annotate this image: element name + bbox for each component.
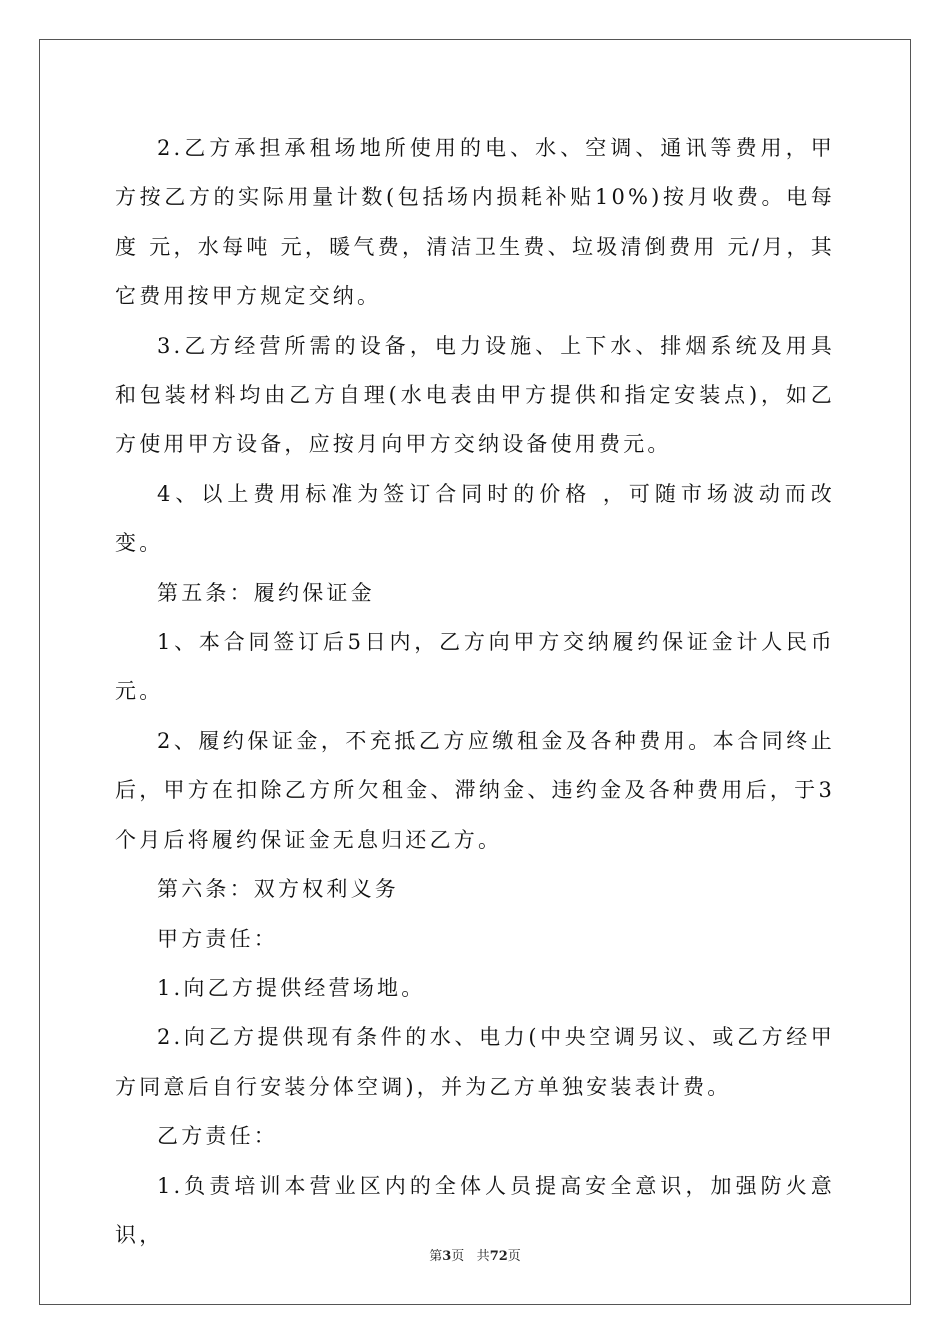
article-five-heading: 第五条：履约保证金 xyxy=(157,580,375,605)
party-b-responsibility-heading: 乙方责任： xyxy=(157,1124,278,1149)
paragraph-fee-standard: 4、以上费用标准为签订合同时的价格 ，可随市场波动而改变。 xyxy=(115,481,835,556)
paragraph-fee-utilities: 2.乙方承担承租场地所使用的电、水、空调、通讯等费用，甲方按乙方的实际用量计数(包括场内损耗补贴10%)按月收费。电每度 元，水每吨 元，暖气费，清洁卫生费、垃圾清倒费用 元/月，其它费用按甲方规定交纳。 xyxy=(115,136,835,309)
footer-total-pages: 72 xyxy=(489,1249,508,1264)
footer-page-unit: 页 xyxy=(451,1249,465,1264)
party-a-responsibility-heading: 甲方责任： xyxy=(157,926,278,951)
page-footer xyxy=(0,1245,950,1264)
footer-total-prefix: 共 xyxy=(476,1249,490,1264)
paragraph-deposit-refund: 2、履约保证金，不充抵乙方应缴租金及各种费用。本合同终止后，甲方在扣除乙方所欠租金、滞纳金、违约金及各种费用后，于3个月后将履约保证金无息归还乙方。 xyxy=(115,728,835,852)
paragraph-equipment: 3.乙方经营所需的设备，电力设施、上下水、排烟系统及用具和包装材料均由乙方自理(水电表由甲方提供和指定安装点)，如乙方使用甲方设备，应按月向甲方交纳设备使用费元。 xyxy=(115,333,835,457)
party-a-item-1: 1.向乙方提供经营场地。 xyxy=(157,975,426,1000)
footer-page-prefix: 第 xyxy=(429,1249,443,1264)
party-a-item-2: 2.向乙方提供现有条件的水、电力(中央空调另议、或乙方经甲方同意后自行安装分体空调)，并为乙方单独安装表计费。 xyxy=(115,1025,835,1099)
article-six-heading: 第六条：双方权利义务 xyxy=(157,877,399,902)
footer-total-unit: 页 xyxy=(507,1249,521,1264)
footer-page-number: 3 xyxy=(442,1249,452,1264)
party-b-item-1: 1.负责培训本营业区内的全体人员提高安全意识，加强防火意识， xyxy=(115,1173,835,1247)
paragraph-deposit-payment: 1、本合同签订后5日内，乙方向甲方交纳履约保证金计人民币元。 xyxy=(115,630,835,704)
document-body xyxy=(115,124,835,1260)
